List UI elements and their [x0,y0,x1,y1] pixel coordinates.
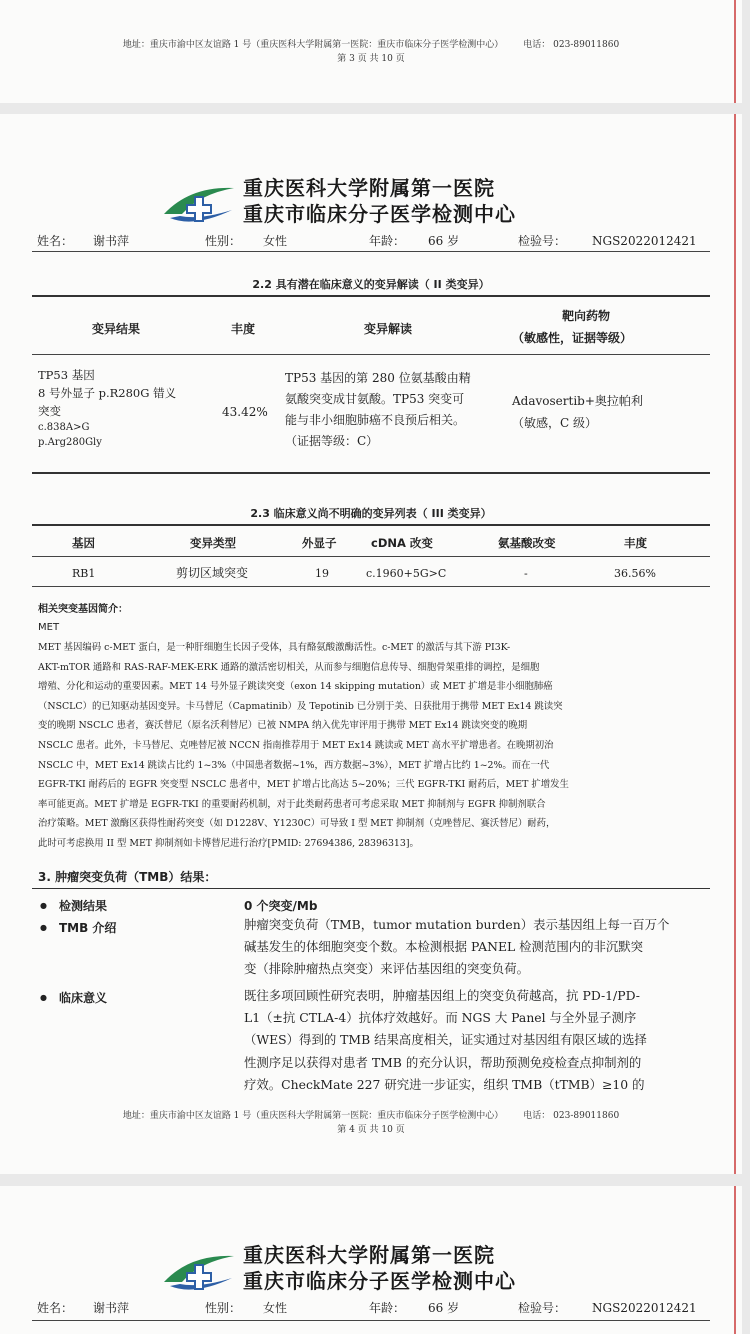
margin-line [734,114,736,1174]
patient-age: 66 岁 [428,234,460,248]
page-5-sheet [0,1186,742,1334]
divider [32,1320,710,1321]
section-2-3-title: 2.3 临床意义尚不明确的变异列表（ III 类变异） [250,507,492,520]
variant-result: TP53 基因 8 号外显子 p.R280G 错义 突变 c.838A>G p.Arg280Gly [38,368,177,448]
page-4-footer [0,1109,742,1137]
target-drug: Adavosertib+奥拉帕利 （敏感，C 级） [512,394,643,430]
hospital-name: 重庆医科大学附属第一医院 [243,1243,495,1267]
hospital-logo-icon [160,1248,238,1298]
col-header-drug: 靶向药物 [562,309,611,323]
col-header-type: 变异类型 [190,536,236,550]
met-description: MET 基因编码 c-MET 蛋白，是一种肝细胞生长因子受体，具有酪氨酸激酶活性。c-MET 的激活与其下游 PI3K- AKT-mTOR 通路和 RAS-RAF-MEK-ERK 通路的激活密切相关，从而参与细胞信息传导、细胞骨架重排的调控，是细胞 增殖、分化和运动的重要因素。MET 14 号外显子跳读突变（exon 14 skipping mutation）或 MET 扩增是非小细胞肺癌 （NSCLC）的已知驱动基因变异。卡马替尼（Capmatinib）及 Tepotinib 已分别于美、日获批用于携带 MET Ex14 跳读突 变的晚期 NSCLC 患者，赛沃替尼（原名沃利替尼）已被 NMPA 纳入优先审评用于携带 MET Ex14 跳读突变的晚期 NSCLC 患者。此外，卡马替尼、克唑替尼被 NCCN 指南推荐用于 MET Ex14 跳读或 MET 高水平扩增患者。在晚期初治 NSCLC 中，MET Ex14 跳读占比约 1~3%（中国患者数据~1%，西方数据~3%），MET 扩增占比约 1~2%。而在一代 EGFR-TKI 耐药后的 EGFR 突变型 NSCLC 患者中，MET 扩增占比高达 5~20%；三代 EGFR-TKI 耐药后，MET 扩增发生 率可能更高。MET 扩增是 EGFR-TKI 的重要耐药机制，对于此类耐药患者可考虑采取 MET 抑制剂与 EGFR 抑制剂联合 治疗策略。MET 激酶区获得性耐药突变（如 D1228V、Y1230C）可导致 I 型 MET 抑制剂（克唑替尼、赛沃替尼）耐药， 此时可考虑换用 II 型 MET 抑制剂如卡博替尼进行治疗[PMID: 27694386, 28396313]。 [38,642,569,849]
age-label: 年龄： [369,234,406,248]
col-header-abundance: 丰度 [231,322,256,336]
table-top-rule [32,524,710,526]
table-bottom-rule [32,586,710,587]
table-header-rule [32,354,710,355]
table-bottom-rule [32,472,710,474]
col-header-gene: 基因 [72,536,95,550]
divider [32,251,710,252]
patient-name: 谢书萍 [93,234,130,248]
intro-gene: MET [38,622,60,633]
patient-name: 谢书萍 [93,1301,130,1315]
variant-abundance: 43.42% [222,405,268,419]
center-name: 重庆市临床分子医学检测中心 [243,202,516,226]
col-header-exon: 外显子 [302,536,337,550]
cell-cdna: c.1960+5G>C [366,567,447,580]
sample-id-label: 检验号： [518,234,567,248]
tmb-significance-label: ● 临床意义 [40,989,107,1006]
tmb-result-value: 0 个突变/Mb [244,899,318,913]
footer-phone: 电话： 023-89011860 [523,1111,620,1121]
cell-aa: - [524,567,528,580]
cell-exon: 19 [315,567,329,580]
sample-id: NGS2022012421 [592,1301,697,1315]
patient-gender: 女性 [263,1301,288,1315]
page-4-sheet [0,114,742,1174]
tmb-intro-text: 肿瘤突变负荷（TMB，tumor mutation burden）表示基因组上每一百万个 碱基发生的体细胞突变个数。本检测根据 PANEL 检测范围内的非沉默突 变（排除肿瘤热点突变）来评估基因组的突变负荷。 [244,917,670,977]
col-header-cdna: cDNA 改变 [371,536,433,550]
table-top-rule [32,295,710,297]
hospital-name: 重庆医科大学附属第一医院 [243,176,495,200]
tmb-title: 3. 肿瘤突变负荷（TMB）结果： [38,870,217,884]
cell-abundance: 36.56% [614,567,656,580]
gender-label: 性别： [205,234,242,248]
col-header-aa: 氨基酸改变 [498,536,556,550]
margin-line [734,1186,736,1334]
col-header-drug-sub: （敏感性，证据等级） [512,331,633,345]
page-3-sheet [0,0,742,103]
footer-phone: 电话： 023-89011860 [523,40,620,50]
age-label: 年龄： [369,1301,406,1315]
name-label: 姓名： [37,1301,74,1315]
center-name: 重庆市临床分子医学检测中心 [243,1269,516,1293]
variant-interpretation: TP53 基因的第 280 位氨基酸由精 氨酸突变成甘氨酸。TP53 突变可 能与非小细胞肺癌不良预后相关。 （证据等级：C） [285,371,471,448]
sample-id-label: 检验号： [518,1301,567,1315]
patient-gender: 女性 [263,234,288,248]
col-header-abundance: 丰度 [624,536,647,550]
col-header-interpretation: 变异解读 [364,322,413,336]
tmb-result-label: ● 检测结果 [40,897,107,914]
footer-page-number: 第 3 页 共 10 页 [337,54,405,64]
tmb-significance-text: 既往多项回顾性研究表明，肿瘤基因组上的突变负荷越高，抗 PD-1/PD- L1（±抗 CTLA-4）抗体疗效越好。而 NGS 大 Panel 与全外显子测序 （WES）得到的 TMB 结果高度相关，证实通过对基因组有限区域的选择 性测序足以获得对患者 TMB 的充分认识，帮助预测免疫检查点抑制剂的 疗效。CheckMate 227 研究进一步证实，组织 TMB（tTMB）≥10 的 [244,988,647,1092]
intro-title: 相关突变基因简介： [38,604,128,615]
table-header-rule [32,556,710,557]
cell-gene: RB1 [72,567,96,580]
footer-page-number: 第 4 页 共 10 页 [337,1125,405,1135]
page-3-footer [0,38,742,66]
section-2-2-title: 2.2 具有潜在临床意义的变异解读（ II 类变异） [252,278,490,291]
col-header-result: 变异结果 [92,322,141,336]
footer-address: 地址：重庆市渝中区友谊路 1 号（重庆医科大学附属第一医院：重庆市临床分子医学检测中心） [122,1111,504,1121]
patient-age: 66 岁 [428,1301,460,1315]
sample-id: NGS2022012421 [592,234,697,248]
tmb-rule [32,888,710,889]
gender-label: 性别： [205,1301,242,1315]
hospital-logo-icon [160,180,238,230]
cell-type: 剪切区域突变 [176,566,249,580]
footer-address: 地址：重庆市渝中区友谊路 1 号（重庆医科大学附属第一医院：重庆市临床分子医学检测中心） [122,40,504,50]
name-label: 姓名： [37,234,74,248]
tmb-intro-label: ● TMB 介绍 [40,919,116,936]
